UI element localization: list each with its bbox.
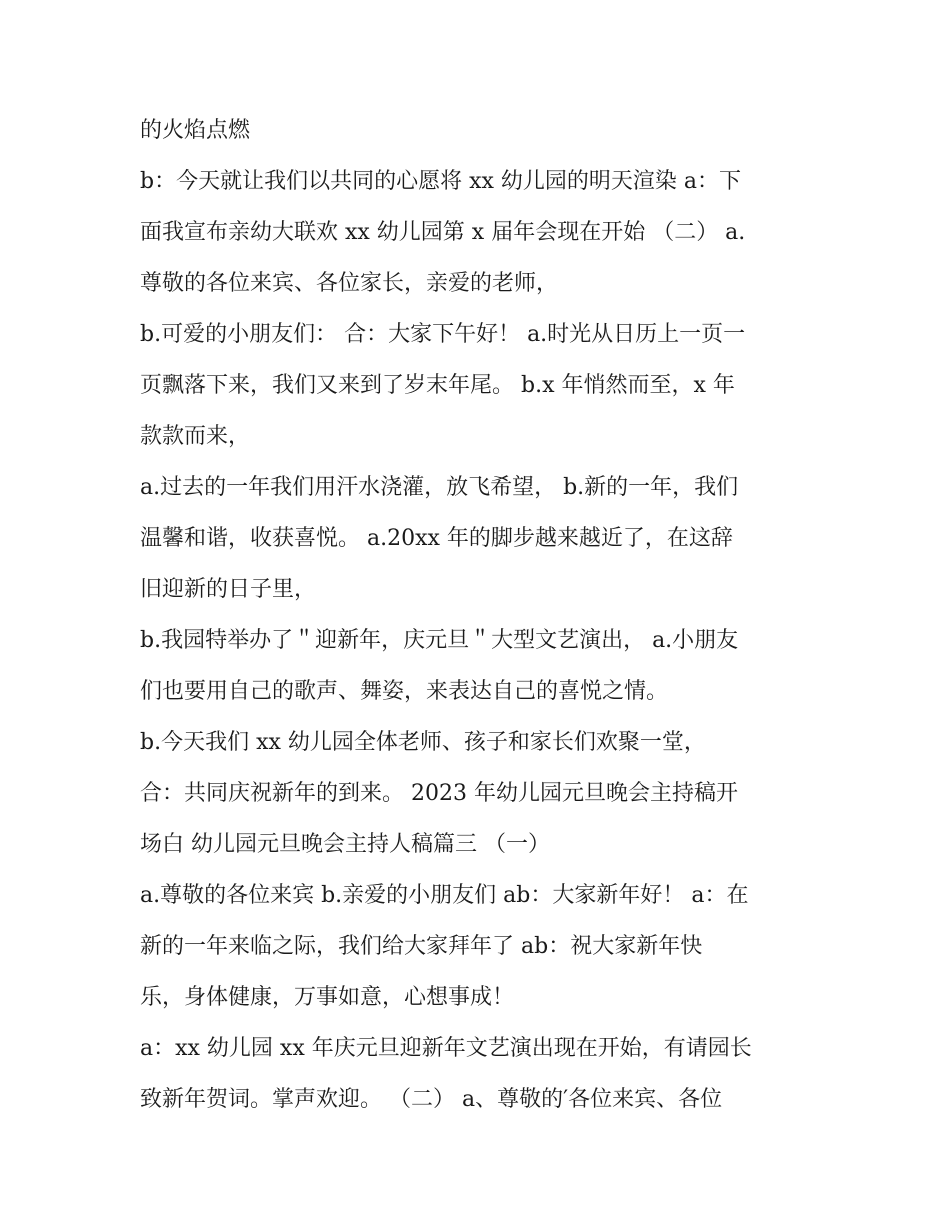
text-line: b：今天就让我们以共同的心愿将 xx 幼儿园的明天渲染 a：下 [140,169,741,194]
text-line: 旧迎新的日子里， [140,577,317,602]
text-line: b.可爱的小朋友们： 合：大家下午好！ a.时光从日历上一页一 [140,322,746,347]
text-line: b.我园特举办了＂迎新年，庆元旦＂大型文艺演出， a.小朋友 [140,628,739,653]
text-line: 页飘落下来，我们又来到了岁末年尾。 b.x 年悄然而至，x 年 [140,373,735,398]
text-line: 合：共同庆祝新年的到来。 2023 年幼儿园元旦晚会主持稿开 [140,781,738,806]
text-line: 温馨和谐，收获喜悦。 a.20xx 年的脚步越来越近了，在这辞 [140,526,733,551]
text-line: a.尊敬的各位来宾 b.亲爱的小朋友们 ab：大家新年好！ a：在 [140,883,749,908]
text-line: a.过去的一年我们用汗水浇灌，放飞希望， b.新的一年，我们 [140,475,739,500]
text-line: 新的一年来临之际，我们给大家拜年了 ab：祝大家新年快 [140,934,703,959]
text-line: 致新年贺词。掌声欢迎。 （二） a、尊敬的′各位来宾、各位 [140,1087,723,1112]
text-line: 尊敬的各位来宾、各位家长，亲爱的老师， [140,271,559,296]
text-line: 的火焰点燃 [140,118,251,143]
document-body [140,112,820,1132]
text-line: 款款而来， [140,424,251,449]
text-line: 们也要用自己的歌声、舞姿，来表达自己的喜悦之情。 [140,679,669,704]
text-line: 乐，身体健康，万事如意，心想事成！ [140,985,515,1010]
text-line: 场白 幼儿园元旦晚会主持人稿篇三 （一） [140,832,550,857]
text-line: b.今天我们 xx 幼儿园全体老师、孩子和家长们欢聚一堂， [140,730,706,755]
text-line: a：xx 幼儿园 xx 年庆元旦迎新年文艺演出现在开始，有请园长 [140,1036,752,1061]
text-line: 面我宣布亲幼大联欢 xx 幼儿园第 x 届年会现在开始 （二） a. [140,220,746,245]
